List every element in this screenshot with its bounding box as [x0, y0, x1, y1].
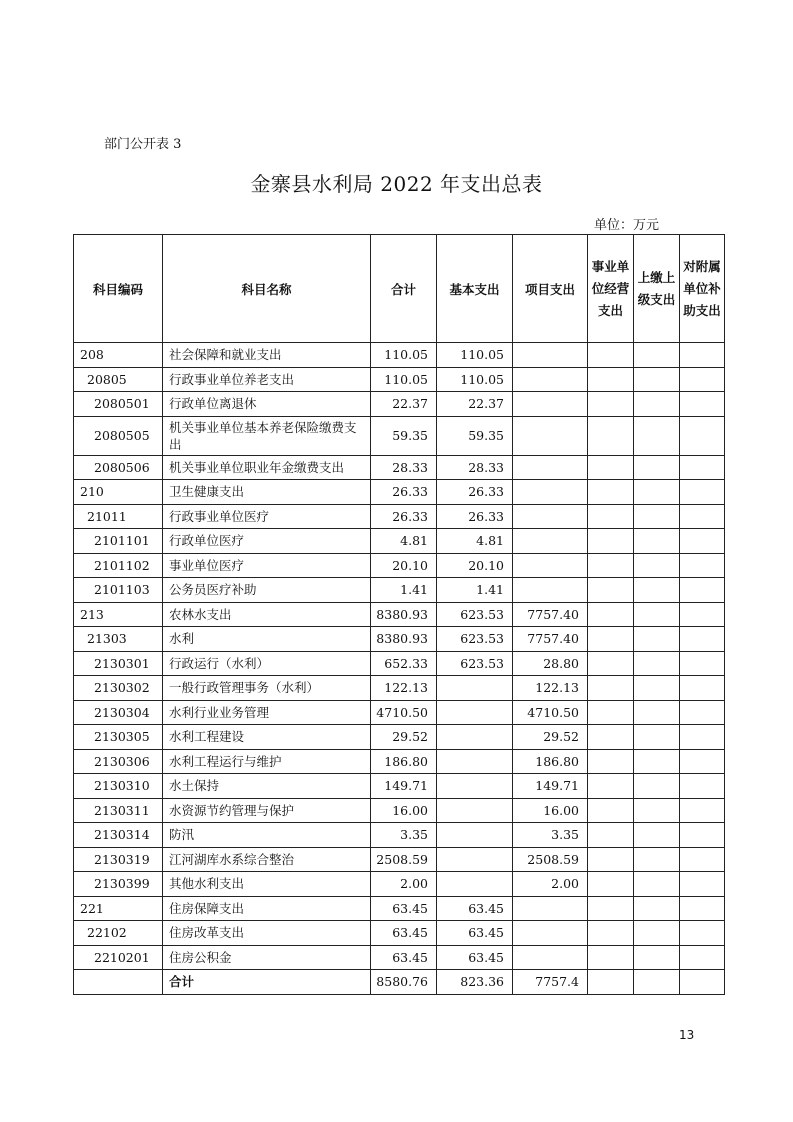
cell-project — [513, 921, 588, 946]
cell-basic: 110.05 — [437, 367, 513, 392]
table-row — [74, 872, 725, 897]
cell-name: 一般行政管理事务（水利） — [163, 676, 371, 701]
table-header-row — [74, 235, 725, 343]
cell-remit — [634, 823, 680, 848]
cell-code: 20805 — [74, 367, 163, 392]
cell-basic — [437, 847, 513, 872]
cell-code: 2210201 — [74, 945, 163, 970]
cell-name: 农林水支出 — [163, 602, 371, 627]
table-row — [74, 602, 725, 627]
table-row — [74, 392, 725, 417]
cell-name: 社会保障和就业支出 — [163, 343, 371, 368]
column-header-remit: 上缴上级支出 — [634, 235, 680, 343]
cell-total: 16.00 — [371, 798, 437, 823]
cell-code: 2080501 — [74, 392, 163, 417]
cell-name: 机关事业单位职业年金缴费支出 — [163, 455, 371, 480]
cell-project: 2508.59 — [513, 847, 588, 872]
cell-subsidy — [680, 945, 725, 970]
cell-remit — [634, 455, 680, 480]
cell-total: 110.05 — [371, 367, 437, 392]
cell-business — [588, 700, 634, 725]
cell-remit — [634, 798, 680, 823]
cell-basic: 22.37 — [437, 392, 513, 417]
cell-subsidy — [680, 480, 725, 505]
cell-project: 3.35 — [513, 823, 588, 848]
cell-name: 行政事业单位医疗 — [163, 504, 371, 529]
column-header-code: 科目编码 — [74, 235, 163, 343]
table-row — [74, 455, 725, 480]
cell-subsidy — [680, 700, 725, 725]
cell-name: 行政运行（水利） — [163, 651, 371, 676]
table-row — [74, 725, 725, 750]
cell-subsidy — [680, 774, 725, 799]
page-title: 金寨县水利局 2022 年支出总表 — [250, 172, 543, 196]
cell-basic: 59.35 — [437, 416, 513, 455]
cell-remit — [634, 774, 680, 799]
cell-code: 21011 — [74, 504, 163, 529]
column-header-project: 项目支出 — [513, 235, 588, 343]
cell-name: 公务员医疗补助 — [163, 578, 371, 603]
cell-business — [588, 455, 634, 480]
cell-subsidy — [680, 896, 725, 921]
cell-basic — [437, 749, 513, 774]
cell-code: 2130304 — [74, 700, 163, 725]
cell-name: 防汛 — [163, 823, 371, 848]
cell-remit — [634, 676, 680, 701]
cell-project: 16.00 — [513, 798, 588, 823]
cell-basic: 1.41 — [437, 578, 513, 603]
cell-code: 2130310 — [74, 774, 163, 799]
cell-project — [513, 367, 588, 392]
cell-subsidy — [680, 416, 725, 455]
cell-subsidy — [680, 392, 725, 417]
cell-code: 208 — [74, 343, 163, 368]
cell-total: 26.33 — [371, 504, 437, 529]
table-row — [74, 896, 725, 921]
cell-subsidy — [680, 343, 725, 368]
cell-business — [588, 798, 634, 823]
cell-subsidy — [680, 872, 725, 897]
cell-total: 149.71 — [371, 774, 437, 799]
cell-name: 水资源节约管理与保护 — [163, 798, 371, 823]
cell-basic: 110.05 — [437, 343, 513, 368]
cell-project: 149.71 — [513, 774, 588, 799]
cell-code: 2130302 — [74, 676, 163, 701]
cell-business — [588, 529, 634, 554]
cell-project: 29.52 — [513, 725, 588, 750]
table-row — [74, 749, 725, 774]
cell-project: 122.13 — [513, 676, 588, 701]
cell-basic: 4.81 — [437, 529, 513, 554]
cell-code: 21303 — [74, 627, 163, 652]
cell-total: 29.52 — [371, 725, 437, 750]
cell-business — [588, 725, 634, 750]
table-row — [74, 627, 725, 652]
cell-name: 水土保持 — [163, 774, 371, 799]
cell-code: 2101101 — [74, 529, 163, 554]
cell-business — [588, 676, 634, 701]
table-row — [74, 774, 725, 799]
table-row — [74, 553, 725, 578]
column-header-name: 科目名称 — [163, 235, 371, 343]
cell-total: 63.45 — [371, 896, 437, 921]
cell-remit — [634, 416, 680, 455]
cell-name: 江河湖库水系综合整治 — [163, 847, 371, 872]
cell-code: 2080505 — [74, 416, 163, 455]
cell-total: 110.05 — [371, 343, 437, 368]
cell-total: 20.10 — [371, 553, 437, 578]
cell-subsidy — [680, 529, 725, 554]
cell-project — [513, 392, 588, 417]
cell-business — [588, 367, 634, 392]
cell-subsidy — [680, 749, 725, 774]
cell-business — [588, 480, 634, 505]
cell-remit — [634, 896, 680, 921]
cell-basic — [437, 823, 513, 848]
cell-total: 2508.59 — [371, 847, 437, 872]
cell-basic — [437, 774, 513, 799]
table-label: 部门公开表 3 — [104, 137, 182, 152]
cell-project: 7757.40 — [513, 627, 588, 652]
cell-project — [513, 504, 588, 529]
cell-total: 28.33 — [371, 455, 437, 480]
cell-code — [74, 970, 163, 995]
cell-total: 186.80 — [371, 749, 437, 774]
cell-code: 213 — [74, 602, 163, 627]
cell-total: 2.00 — [371, 872, 437, 897]
cell-remit — [634, 343, 680, 368]
cell-basic — [437, 725, 513, 750]
cell-basic: 623.53 — [437, 602, 513, 627]
cell-remit — [634, 627, 680, 652]
cell-business — [588, 872, 634, 897]
cell-name: 住房公积金 — [163, 945, 371, 970]
cell-remit — [634, 602, 680, 627]
cell-name: 行政单位医疗 — [163, 529, 371, 554]
cell-project: 186.80 — [513, 749, 588, 774]
cell-subsidy — [680, 823, 725, 848]
cell-remit — [634, 553, 680, 578]
table-row — [74, 343, 725, 368]
cell-business — [588, 945, 634, 970]
cell-remit — [634, 651, 680, 676]
cell-business — [588, 343, 634, 368]
cell-total: 63.45 — [371, 945, 437, 970]
cell-total: 1.41 — [371, 578, 437, 603]
cell-code: 2130305 — [74, 725, 163, 750]
page-number: 13 — [679, 1028, 695, 1042]
cell-subsidy — [680, 847, 725, 872]
cell-remit — [634, 700, 680, 725]
cell-total: 8580.76 — [371, 970, 437, 995]
cell-name: 其他水利支出 — [163, 872, 371, 897]
cell-business — [588, 651, 634, 676]
expenditure-table — [73, 234, 725, 995]
cell-code: 2080506 — [74, 455, 163, 480]
cell-project — [513, 945, 588, 970]
cell-basic: 823.36 — [437, 970, 513, 995]
cell-subsidy — [680, 602, 725, 627]
column-header-total: 合计 — [371, 235, 437, 343]
cell-name: 水利工程运行与维护 — [163, 749, 371, 774]
cell-remit — [634, 872, 680, 897]
cell-total: 8380.93 — [371, 602, 437, 627]
cell-project — [513, 343, 588, 368]
cell-name: 事业单位医疗 — [163, 553, 371, 578]
cell-name: 水利工程建设 — [163, 725, 371, 750]
total-row — [74, 970, 725, 995]
table-row — [74, 416, 725, 455]
cell-subsidy — [680, 676, 725, 701]
cell-name: 水利行业业务管理 — [163, 700, 371, 725]
cell-business — [588, 749, 634, 774]
cell-total: 26.33 — [371, 480, 437, 505]
table-row — [74, 529, 725, 554]
cell-total: 3.35 — [371, 823, 437, 848]
cell-total: 22.37 — [371, 392, 437, 417]
cell-subsidy — [680, 627, 725, 652]
cell-basic — [437, 700, 513, 725]
cell-remit — [634, 480, 680, 505]
cell-project: 28.80 — [513, 651, 588, 676]
cell-basic: 623.53 — [437, 651, 513, 676]
cell-project — [513, 578, 588, 603]
cell-total: 63.45 — [371, 921, 437, 946]
table-row — [74, 367, 725, 392]
cell-total: 652.33 — [371, 651, 437, 676]
table-row — [74, 847, 725, 872]
cell-business — [588, 921, 634, 946]
cell-code: 2130306 — [74, 749, 163, 774]
cell-total: 4.81 — [371, 529, 437, 554]
cell-project — [513, 553, 588, 578]
table-body — [74, 343, 725, 995]
cell-total: 59.35 — [371, 416, 437, 455]
table-row — [74, 578, 725, 603]
cell-code: 221 — [74, 896, 163, 921]
cell-remit — [634, 392, 680, 417]
cell-remit — [634, 504, 680, 529]
cell-project: 2.00 — [513, 872, 588, 897]
cell-business — [588, 896, 634, 921]
table-row — [74, 945, 725, 970]
unit-label: 单位：万元 — [594, 218, 660, 233]
cell-name: 水利 — [163, 627, 371, 652]
table-row — [74, 921, 725, 946]
cell-subsidy — [680, 367, 725, 392]
cell-business — [588, 578, 634, 603]
cell-basic: 63.45 — [437, 945, 513, 970]
cell-subsidy — [680, 553, 725, 578]
cell-business — [588, 774, 634, 799]
cell-remit — [634, 847, 680, 872]
cell-name: 合计 — [163, 970, 371, 995]
cell-code: 2101102 — [74, 553, 163, 578]
table-row — [74, 798, 725, 823]
cell-name: 住房改革支出 — [163, 921, 371, 946]
cell-business — [588, 416, 634, 455]
cell-basic: 63.45 — [437, 921, 513, 946]
cell-total: 4710.50 — [371, 700, 437, 725]
cell-project — [513, 896, 588, 921]
cell-basic: 623.53 — [437, 627, 513, 652]
cell-name: 卫生健康支出 — [163, 480, 371, 505]
cell-project: 7757.40 — [513, 602, 588, 627]
cell-name: 行政事业单位养老支出 — [163, 367, 371, 392]
cell-project — [513, 455, 588, 480]
table-row — [74, 480, 725, 505]
cell-remit — [634, 921, 680, 946]
cell-remit — [634, 578, 680, 603]
cell-remit — [634, 945, 680, 970]
cell-name: 机关事业单位基本养老保险缴费支出 — [163, 416, 371, 455]
cell-subsidy — [680, 651, 725, 676]
cell-business — [588, 970, 634, 995]
cell-remit — [634, 725, 680, 750]
cell-remit — [634, 749, 680, 774]
cell-subsidy — [680, 921, 725, 946]
cell-project: 7757.4 — [513, 970, 588, 995]
cell-project — [513, 529, 588, 554]
cell-code: 2101103 — [74, 578, 163, 603]
cell-code: 2130319 — [74, 847, 163, 872]
cell-code: 2130399 — [74, 872, 163, 897]
cell-total: 122.13 — [371, 676, 437, 701]
cell-remit — [634, 367, 680, 392]
cell-business — [588, 823, 634, 848]
cell-project — [513, 480, 588, 505]
cell-project: 4710.50 — [513, 700, 588, 725]
cell-business — [588, 553, 634, 578]
cell-code: 210 — [74, 480, 163, 505]
cell-basic: 26.33 — [437, 504, 513, 529]
column-header-basic: 基本支出 — [437, 235, 513, 343]
cell-business — [588, 602, 634, 627]
cell-total: 8380.93 — [371, 627, 437, 652]
cell-subsidy — [680, 798, 725, 823]
cell-subsidy — [680, 725, 725, 750]
column-header-business: 事业单位经营支出 — [588, 235, 634, 343]
cell-code: 22102 — [74, 921, 163, 946]
cell-name: 住房保障支出 — [163, 896, 371, 921]
cell-business — [588, 392, 634, 417]
cell-basic — [437, 798, 513, 823]
cell-basic: 63.45 — [437, 896, 513, 921]
column-header-subsidy: 对附属单位补助支出 — [680, 235, 725, 343]
cell-subsidy — [680, 504, 725, 529]
cell-subsidy — [680, 578, 725, 603]
cell-business — [588, 504, 634, 529]
cell-code: 2130311 — [74, 798, 163, 823]
cell-business — [588, 627, 634, 652]
cell-basic — [437, 676, 513, 701]
cell-remit — [634, 529, 680, 554]
table-row — [74, 823, 725, 848]
cell-remit — [634, 970, 680, 995]
cell-name: 行政单位离退休 — [163, 392, 371, 417]
cell-basic: 26.33 — [437, 480, 513, 505]
table-row — [74, 504, 725, 529]
cell-code: 2130301 — [74, 651, 163, 676]
cell-subsidy — [680, 455, 725, 480]
table-row — [74, 676, 725, 701]
cell-project — [513, 416, 588, 455]
cell-code: 2130314 — [74, 823, 163, 848]
table-row — [74, 700, 725, 725]
table-row — [74, 651, 725, 676]
cell-basic — [437, 872, 513, 897]
cell-business — [588, 847, 634, 872]
cell-basic: 28.33 — [437, 455, 513, 480]
cell-subsidy — [680, 970, 725, 995]
cell-basic: 20.10 — [437, 553, 513, 578]
